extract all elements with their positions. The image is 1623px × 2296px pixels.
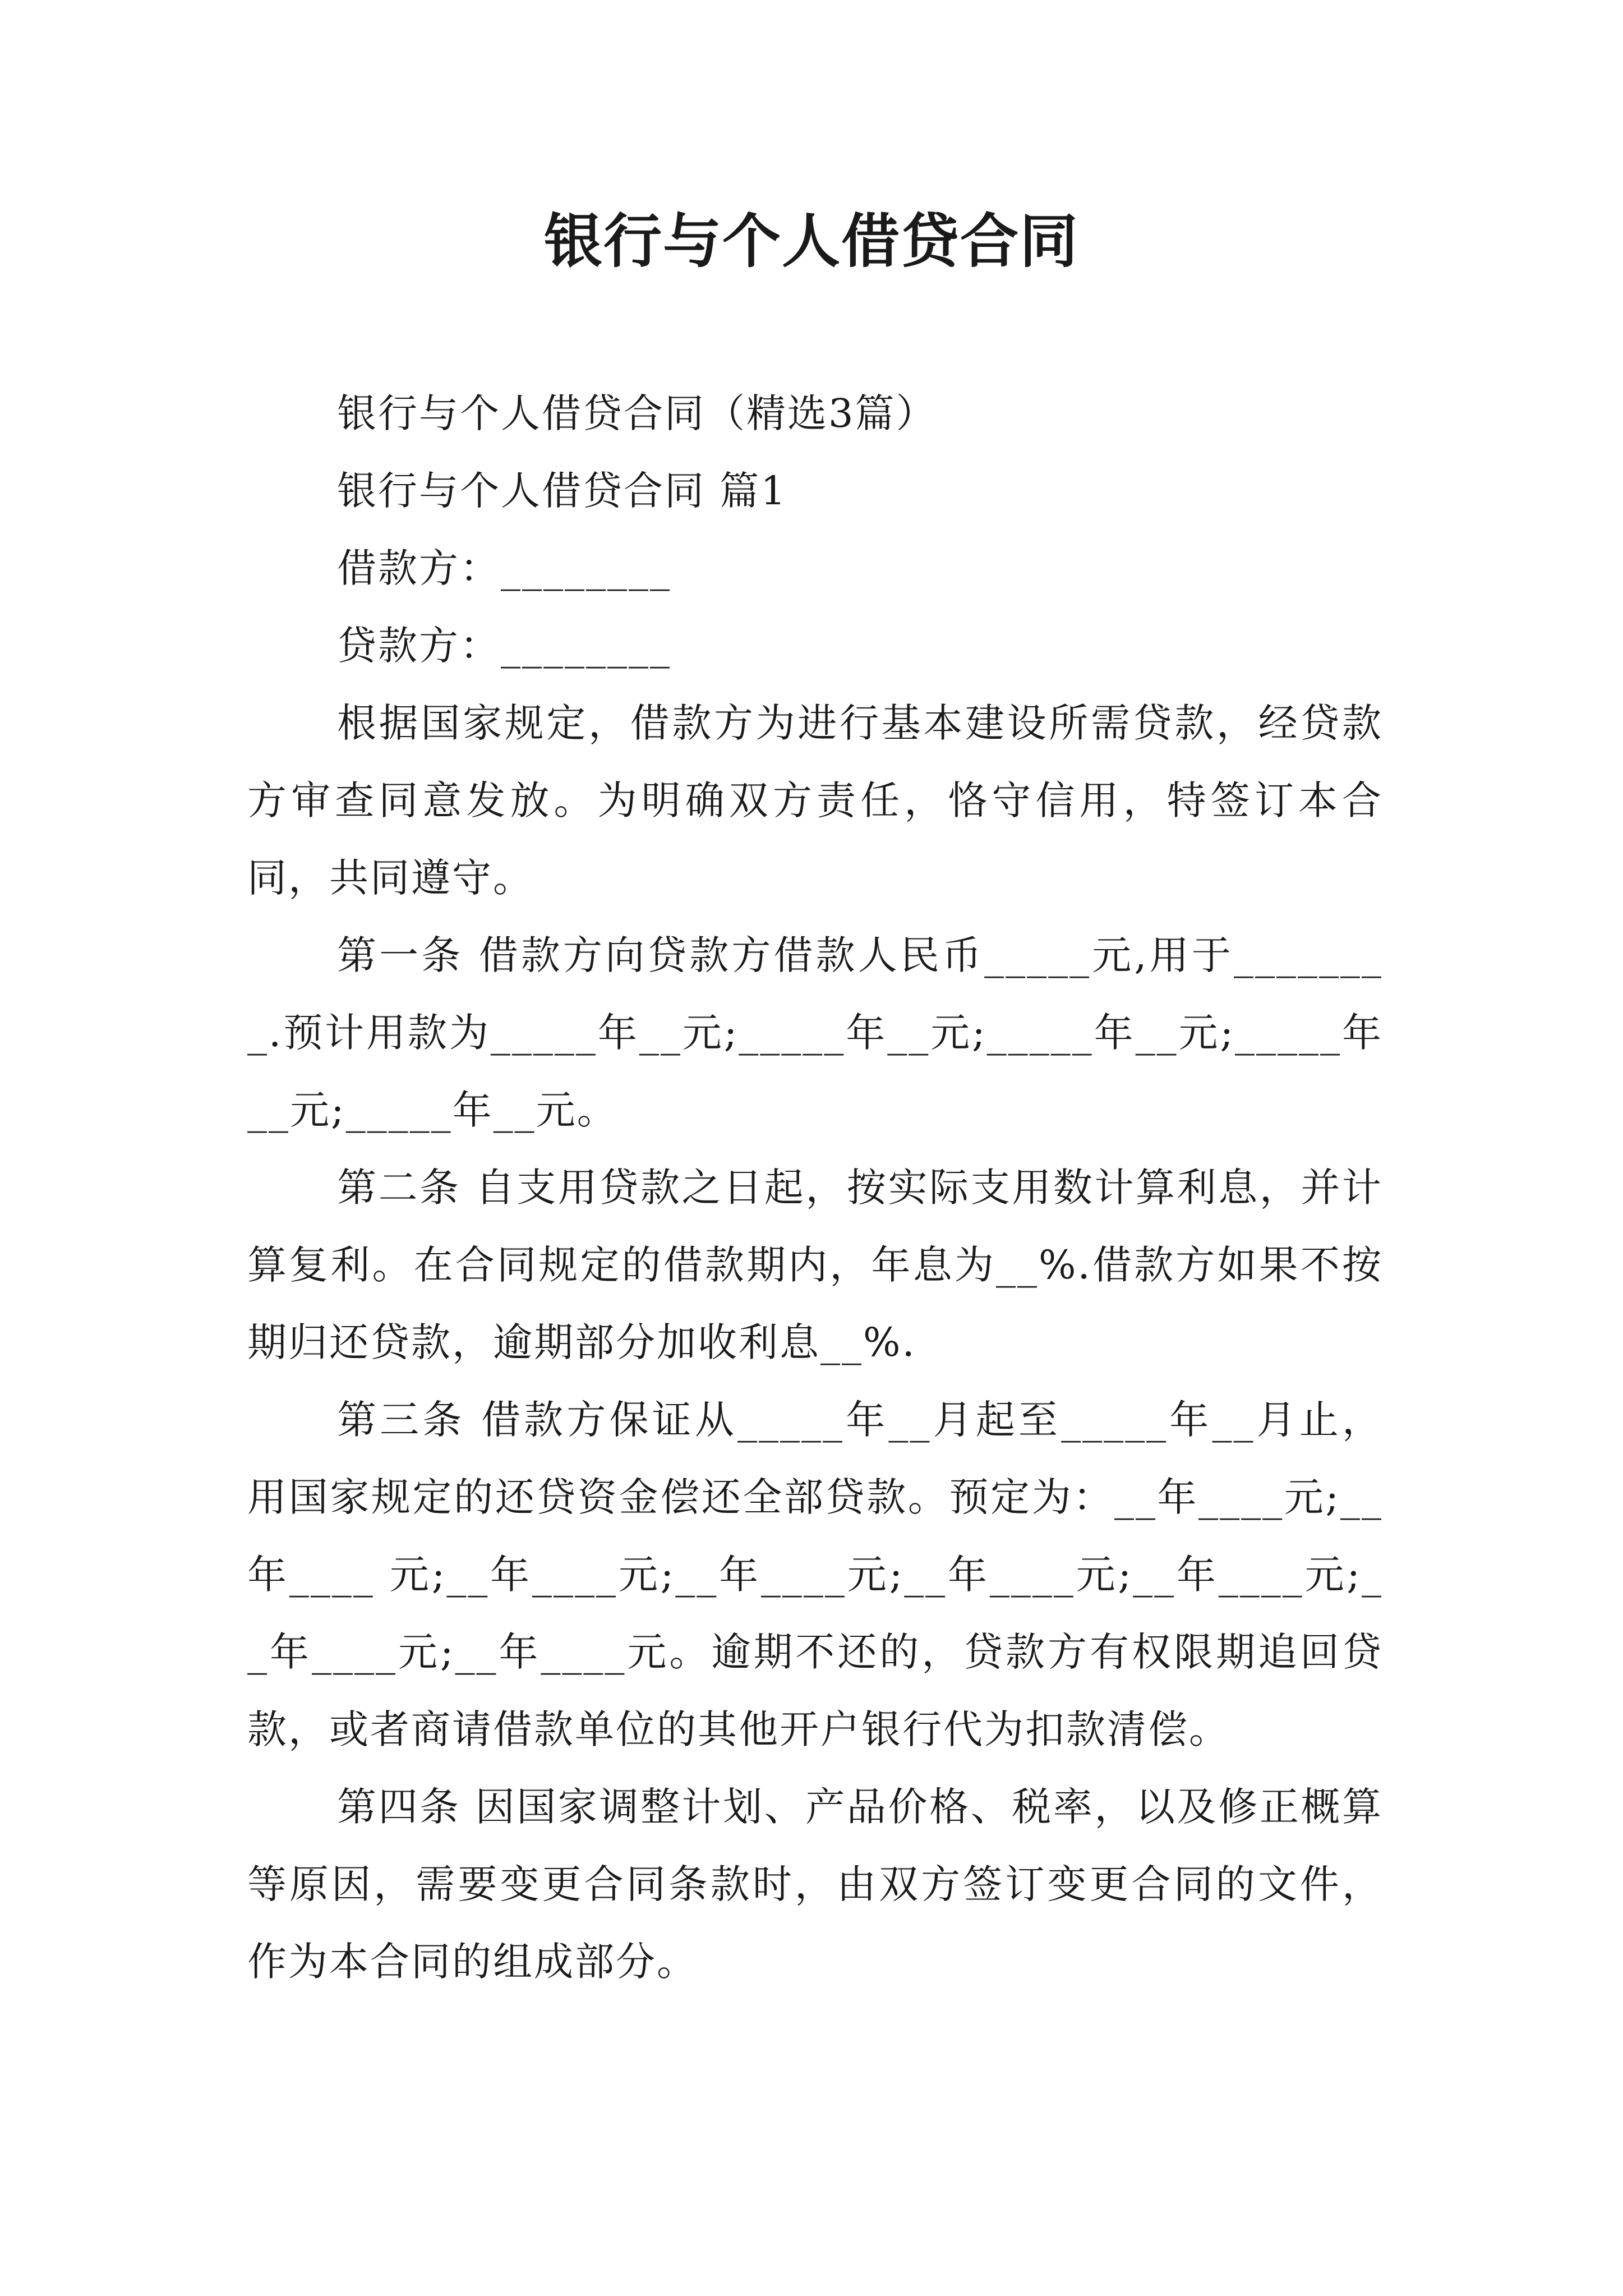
document-title: 银行与个人借贷合同 [543,206,1079,275]
document-body [247,375,1383,2000]
article-3-paragraph: 第三条 借款方保证从_____年__月起至_____年__月止，用国家规定的还贷资金偿还全部贷款。预定为：__年____元;__年____ 元;__年____元;__年____元;__年____元;__年____元;__年____元;__年____元。逾期不还的，贷款方有权限期追回贷 款，或者商请借款单位的其他开户银行代为扣款清偿。 [247,1397,1383,1752]
lender-line: 贷款方：________ [337,623,671,669]
article-4-paragraph: 第四条 因国家调整计划、产品价格、税率，以及修正概算等原因，需要变更合同条款时，由双方签订变更合同的文件，作为本合同的组成部分。 [247,1784,1383,1985]
borrower-line: 借款方：________ [337,545,671,591]
preamble-paragraph: 根据国家规定，借款方为进行基本建设所需贷款，经贷款方审查同意发放。为明确双方责任，恪守信用，特签订本合同，共同遵守。 [247,700,1383,901]
subtitle-paragraph: 银行与个人借贷合同（精选3篇） [337,390,937,436]
article-2-paragraph: 第二条 自支用贷款之日起，按实际支用数计算利息，并计算复利。在合同规定的借款期内，年息为__%.借款方如果不按期归还贷款，逾期部分加收利息__%. [247,1165,1383,1365]
section-heading: 银行与个人借贷合同 篇1 [337,468,787,514]
article-1-paragraph: 第一条 借款方向贷款方借款人民币_____元,用于________.预计用款为_____年__元;_____年__元;_____年__元;_____年__元;_____年__元。 [247,932,1383,1133]
